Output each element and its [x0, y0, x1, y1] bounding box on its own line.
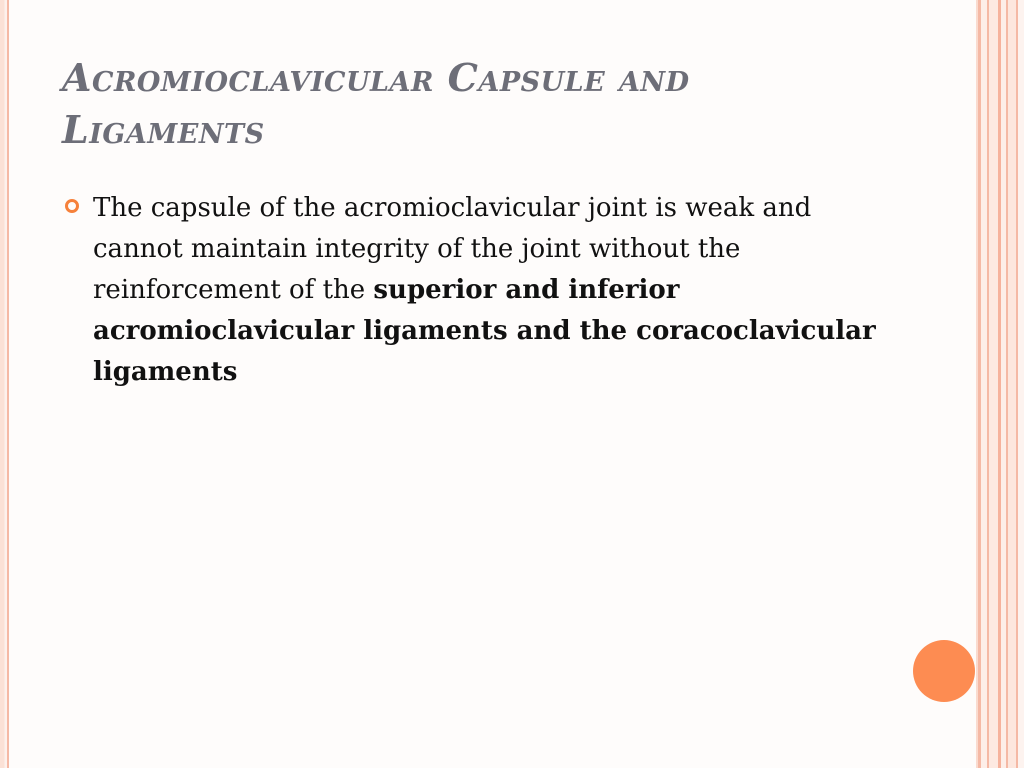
orange-circle-decoration: [913, 640, 975, 702]
left-border-decoration: [0, 0, 8, 768]
bullet-text: [93, 188, 882, 393]
left-border-line: [7, 0, 9, 768]
slide-title-line-1: Acromioclavicular Capsule and: [62, 55, 690, 100]
right-stripe-decoration: [976, 0, 1024, 768]
right-stripe: [1018, 0, 1024, 768]
bullet-plain-text: The capsule of the acromioclavicular joint is weak and cannot maintain integrity of the joint without the reinforcement of the: [93, 193, 812, 305]
right-stripe: [989, 0, 998, 768]
bullet-bold-text: superior and inferior acromioclavicular ligaments and the coracoclavicular ligaments: [93, 275, 876, 387]
right-stripe: [1008, 0, 1016, 768]
slide-body: [62, 188, 882, 393]
bullet-item: [62, 188, 882, 393]
hollow-circle-bullet-icon: [65, 199, 79, 213]
slide-title: [62, 52, 862, 156]
slide-title-line-2: Ligaments: [62, 107, 265, 152]
